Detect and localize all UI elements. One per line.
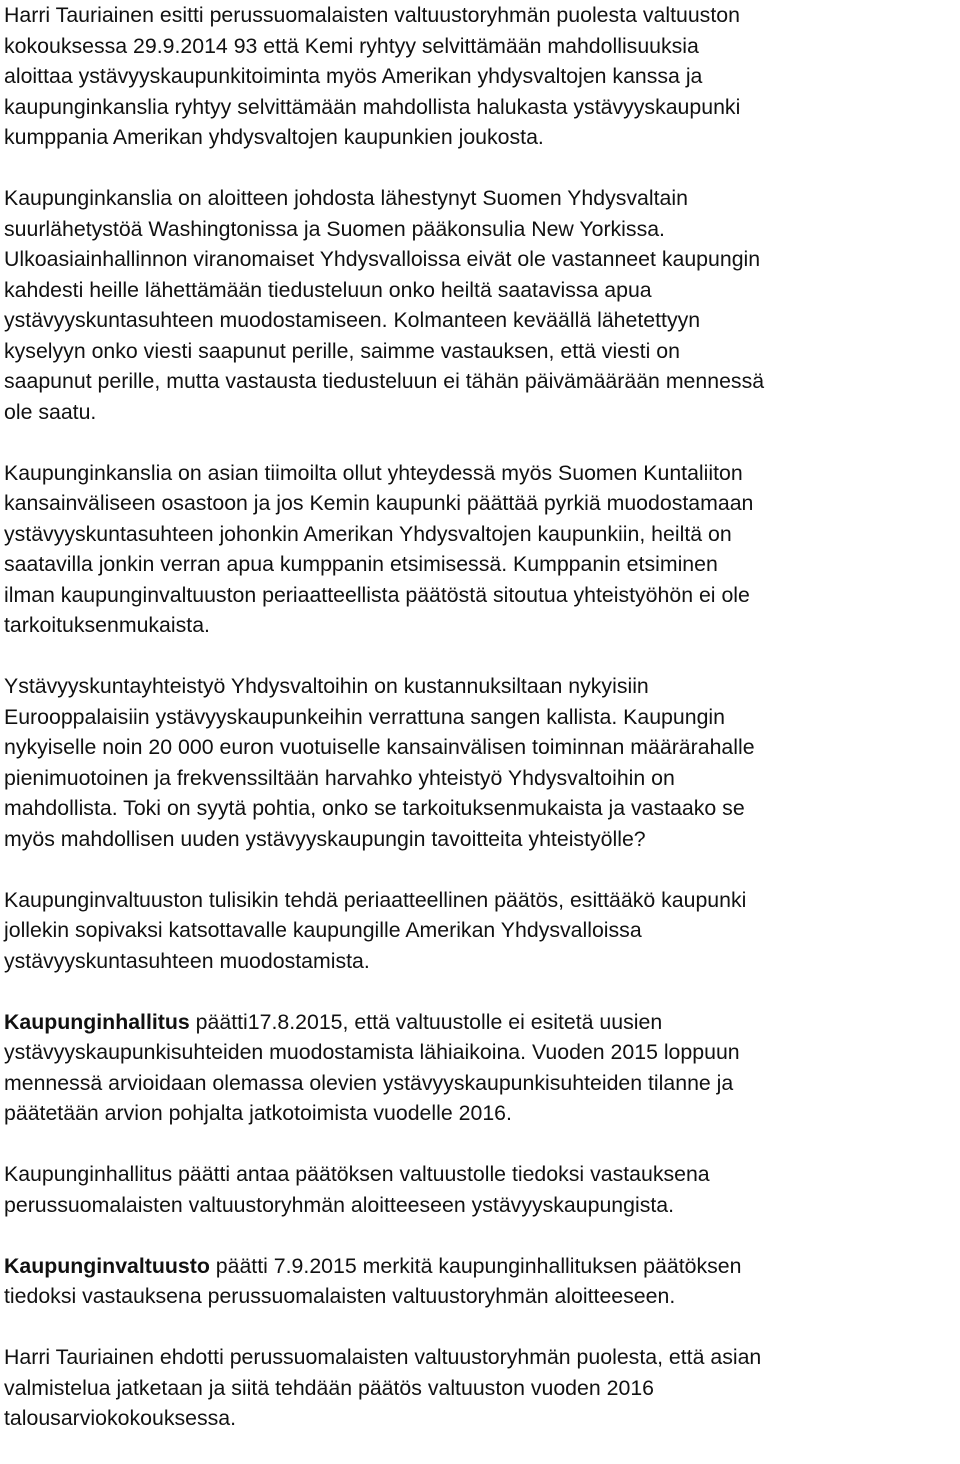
paragraph-embassy-contact [4,183,960,427]
paragraph-text: Kaupunginvaltuuston tulisikin tehdä periaatteellinen päätös, esittääkö kaupunki jollekin sopivaksi katsottavalle kaupungille Amerikan Yhdysvalloissa ystävyyskuntasuhteen muodostamista. [4,887,747,973]
paragraph-council-decision-needed [4,885,960,977]
paragraph-kuntaliitto [4,458,960,641]
paragraph-board-notification [4,1159,960,1220]
paragraph-council-decision [4,1251,960,1312]
paragraph-board-decision [4,1007,960,1129]
paragraph-text: päätti 7.9.2015 merkitä kaupunginhallituksen päätöksen tiedoksi vastauksena perussuomalaisten valtuustoryhmän aloitteeseen. [4,1253,742,1308]
paragraph-text: Ystävyyskuntayhteistyö Yhdysvaltoihin on kustannuksiltaan nykyisiin Eurooppalaisiin ystävyyskaupunkeihin verrattuna sangen kallista. Kaupungin nykyiselle noin 20 000 euron vuotuiselle kansainvälisen toiminnan määrärahalle pienimuotoinen ja frekvenssiltään harvahko yhteistyö Yhdysvaltoihin on mahdollista. Toki on syytä pohtia, onko se tarkoituksenmukaista ja vastaako se myös mahdollisen uuden ystävyyskaupungin tavoitteita yhteistyölle? [4,674,755,851]
paragraph-initiative [4,0,960,153]
paragraph-text: Harri Tauriainen ehdotti perussuomalaisten valtuustoryhmän puolesta, että asian valmistelua jatketaan ja siitä tehdään päätös valtuuston vuoden 2016 talousarviokokouksessa. [4,1345,762,1430]
paragraph-text: päätti17.8.2015, että valtuustolle ei esitetä uusien ystävyyskaupunkisuhteiden muodostamista lähiaikoina. Vuoden 2015 loppuun mennessä arvioidaan olemassa olevien ystävyyskaupunkisuhteiden tilanne ja päätetään arvion pohjalta jatkotoimista vuodelle 2016. [4,1009,740,1125]
paragraph-bold-lead: Kaupunginhallitus [4,1009,190,1034]
paragraph-text: Kaupunginhallitus päätti antaa päätöksen valtuustolle tiedoksi vastauksena perussuomalaisten valtuustoryhmän aloitteeseen ystävyyskaupungista. [4,1162,710,1217]
paragraph-tauriainen-proposal [4,1342,960,1434]
paragraph-costs [4,671,960,854]
paragraph-bold-lead: Kaupunginvaltuusto [4,1253,210,1278]
paragraph-text: Kaupunginkanslia on asian tiimoilta ollut yhteydessä myös Suomen Kuntaliiton kansainväliseen osastoon ja jos Kemin kaupunki päättää pyrkiä muodostamaan ystävyyskuntasuhteen johonkin Amerikan Yhdysvaltojen kaupunkiin, heiltä on saatavilla jonkin verran apua kumppanin etsimisessä. Kumppanin etsiminen ilman kaupunginvaltuuston periaatteellista päätöstä sitoutua yhteistyöhön ei ole tarkoituksenmukaista. [4,460,754,637]
paragraph-text: Kaupunginkanslia on aloitteen johdosta lähestynyt Suomen Yhdysvaltain suurlähetystöä Washingtonissa ja Suomen pääkonsulia New Yorkissa. Ulkoasiainhallinnon viranomaiset Yhdysvalloissa eivät ole vastanneet kaupungin kahdesti heille lähettämään tiedusteluun onko heiltä saatavissa apua ystävyyskuntasuhteen muodostamiseen. Kolmanteen keväällä lähetettyyn kyselyyn onko viesti saapunut perille, saimme vastauksen, että viesti on saapunut perille, mutta vastausta tiedusteluun ei tähän päivämäärään mennessä ole saatu. [4,186,765,424]
paragraph-text: Harri Tauriainen esitti perussuomalaisten valtuustoryhmän puolesta valtuuston kokouksessa 29.9.2014 93 että Kemi ryhtyy selvittämään mahdollisuuksia aloittaa ystävyyskaupunkitoiminta myös Amerikan yhdysvaltojen kanssa ja kaupunginkanslia ryhtyy selvittämään mahdollista halukasta ystävyyskaupunki kumppania Amerikan yhdysvaltojen kaupunkien joukosta. [4,3,741,149]
document-page [4,0,960,1464]
